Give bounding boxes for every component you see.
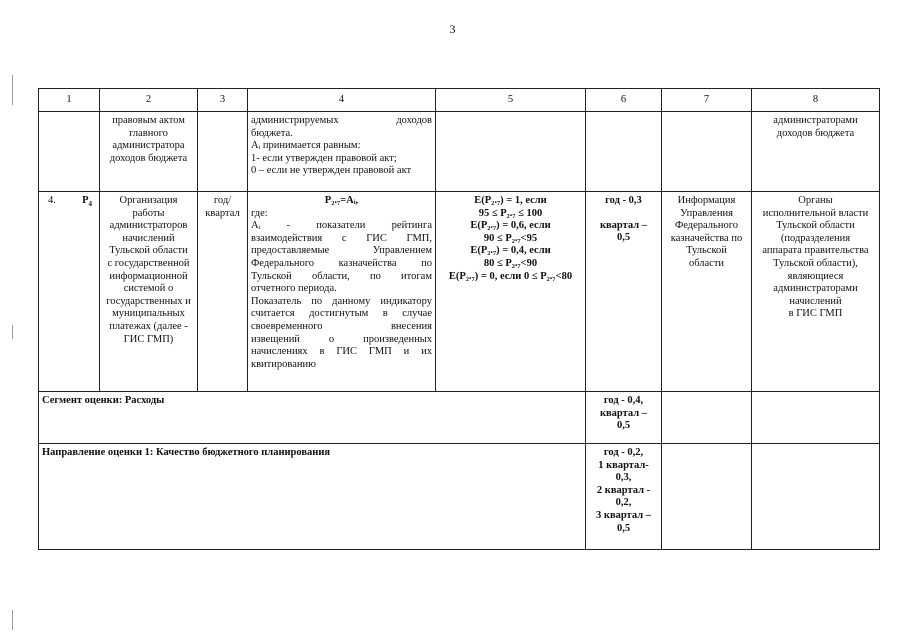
cell-empty bbox=[39, 112, 100, 192]
text-line: администраторами bbox=[773, 115, 858, 126]
text-line: 1 квартал- bbox=[598, 459, 649, 471]
direction-row bbox=[39, 444, 880, 550]
text-line: доходов бюджета bbox=[776, 127, 855, 139]
row-number: 4. bbox=[48, 195, 56, 206]
text-line: администрируемых доходов bbox=[251, 115, 432, 126]
text-line: год - 0,2, bbox=[603, 447, 644, 458]
page-number: 3 bbox=[449, 22, 456, 36]
text-line: Е(Р₂.₇) = 1, если bbox=[474, 195, 547, 206]
indicator-number-cell bbox=[39, 192, 100, 392]
header-row bbox=[39, 89, 880, 112]
text-line: Тульской области bbox=[109, 245, 188, 257]
text-line: 2 квартал - bbox=[596, 484, 651, 496]
text-line: аппарата правительства bbox=[762, 245, 869, 257]
responsible-cell bbox=[752, 192, 880, 392]
segment-label: Сегмент оценки: Расходы bbox=[39, 392, 586, 444]
text-line: своевременного внесения bbox=[251, 320, 432, 332]
text-line: извещений о произведенных bbox=[251, 333, 432, 345]
text-line: администраторами bbox=[773, 283, 858, 295]
text-line: квартал bbox=[205, 207, 240, 219]
cell-empty bbox=[752, 444, 880, 550]
indicator-code bbox=[82, 195, 92, 211]
text-line: 1- если утвержден правовой акт; bbox=[251, 152, 397, 164]
text-line: 90 ≤ Р₂.₇<95 bbox=[483, 232, 538, 244]
text-line: квартал – bbox=[599, 407, 648, 419]
responsible-cell bbox=[752, 112, 880, 192]
evaluation-table bbox=[38, 88, 880, 550]
text-line: Тульской области bbox=[776, 220, 855, 232]
text-line: начислениях в ГИС ГМП и их bbox=[251, 346, 432, 358]
header-cell: 6 bbox=[586, 89, 662, 112]
scan-margin-mark bbox=[12, 75, 13, 105]
text-line: 95 ≤ Р₂.₇ ≤ 100 bbox=[478, 207, 543, 219]
text-line: Е(Р₂.₇) = 0, если 0 ≤ Р₂.₇<80 bbox=[448, 270, 573, 282]
text-line: исполнительной власти bbox=[762, 207, 869, 219]
text-line: 3 квартал – bbox=[596, 509, 651, 521]
text-line: Е(Р₂.₇) = 0,4, если bbox=[470, 245, 551, 257]
text-line: Тульской bbox=[686, 245, 727, 257]
evaluation-formula-cell bbox=[436, 192, 586, 392]
source-cell bbox=[662, 192, 752, 392]
header-cell: 5 bbox=[436, 89, 586, 112]
cell-empty bbox=[436, 112, 586, 192]
text-line: год - 0,4, bbox=[603, 395, 644, 406]
text-line: квартал – bbox=[599, 219, 648, 231]
text-line: администратора bbox=[112, 140, 185, 152]
text-line: Показатель по данному индикатору bbox=[251, 295, 432, 307]
text-line: являющиеся bbox=[787, 270, 844, 282]
header-cell: 4 bbox=[248, 89, 436, 112]
text-line: Федерального bbox=[674, 220, 738, 232]
text-line: Информация bbox=[677, 195, 736, 206]
text-line: платежах (далее - bbox=[109, 320, 188, 332]
text-line: Е(Р₂.₇) = 0,6, если bbox=[470, 220, 551, 232]
cell-empty bbox=[662, 444, 752, 550]
text-line: бюджета. bbox=[251, 127, 293, 139]
text-line: (подразделения bbox=[780, 232, 851, 244]
cell-empty bbox=[752, 392, 880, 444]
text-line: 0,5 bbox=[616, 232, 631, 244]
text-line: считается достигнутым в случае bbox=[251, 308, 432, 320]
indicator-code-main: Р bbox=[82, 195, 89, 206]
header-cell: 8 bbox=[752, 89, 880, 112]
text-line: год - 0,3 bbox=[605, 195, 642, 206]
text-line: государственных и bbox=[106, 295, 191, 307]
text-line: предоставляемые Управлением bbox=[251, 245, 432, 257]
text-line: Тульской области, по итогам bbox=[251, 270, 432, 282]
text-line: 0,2, bbox=[615, 497, 632, 509]
text-line: отчетного периода. bbox=[251, 283, 337, 295]
scan-margin-mark bbox=[12, 610, 13, 630]
header-cell: 2 bbox=[100, 89, 198, 112]
description-cell bbox=[248, 112, 436, 192]
cell-empty bbox=[586, 112, 662, 192]
segment-row bbox=[39, 392, 880, 444]
text-line: где: bbox=[251, 207, 268, 219]
text-line: казначейства по bbox=[670, 232, 743, 244]
text-line: квитированию bbox=[251, 358, 316, 370]
text-line: Организация bbox=[119, 195, 178, 206]
text-line: 0,3, bbox=[615, 472, 632, 484]
text-line: системой о bbox=[123, 283, 174, 295]
cell-empty bbox=[662, 392, 752, 444]
text-line: информационной bbox=[109, 270, 188, 282]
text-line: главного bbox=[129, 127, 168, 139]
text-line: работы bbox=[132, 207, 165, 219]
text-line: в ГИС ГМП bbox=[788, 308, 843, 320]
header-cell: 7 bbox=[662, 89, 752, 112]
calculation-cell bbox=[248, 192, 436, 392]
weight-cell bbox=[586, 192, 662, 392]
continued-row bbox=[39, 112, 880, 192]
cell-empty bbox=[662, 112, 752, 192]
text-line: 0,5 bbox=[616, 420, 631, 432]
header-cell: 3 bbox=[198, 89, 248, 112]
text-line: год/ bbox=[213, 195, 232, 206]
indicator-name-cell bbox=[100, 192, 198, 392]
direction-label: Направление оценки 1: Качество бюджетного планирования bbox=[39, 444, 586, 550]
text-line: администраторов bbox=[109, 220, 188, 232]
legal-act-cell bbox=[100, 112, 198, 192]
text-line: Тульской области), bbox=[773, 257, 858, 269]
spacer-line bbox=[589, 208, 658, 220]
text-line: Органы bbox=[798, 195, 833, 206]
formula: Р₂.₇=Аᵢ, bbox=[324, 195, 359, 206]
text-line: Аᵢ принимается равным: bbox=[251, 140, 361, 152]
text-line: начислений bbox=[122, 232, 175, 244]
text-line: 80 ≤ Р₂.₇<90 bbox=[483, 257, 538, 269]
text-line: области bbox=[688, 257, 725, 269]
text-line: правовым актом bbox=[112, 115, 185, 126]
scan-margin-mark bbox=[12, 325, 13, 339]
indicator-code-sub: 4 bbox=[88, 200, 92, 209]
text-line: Федерального казначейства по bbox=[251, 257, 432, 269]
text-line: с государственной bbox=[107, 257, 190, 269]
text-line: Управления bbox=[680, 207, 733, 219]
text-line: 0 – если не утвержден правовой акт bbox=[251, 165, 412, 177]
direction-weight-cell bbox=[586, 444, 662, 550]
header-cell: 1 bbox=[39, 89, 100, 112]
period-cell bbox=[198, 192, 248, 392]
text-line: доходов бюджета bbox=[109, 152, 188, 164]
text-line: взаимодействия с ГИС ГМП, bbox=[251, 232, 432, 244]
text-line: 0,5 bbox=[616, 522, 631, 534]
text-line: начислений bbox=[789, 295, 842, 307]
cell-empty bbox=[198, 112, 248, 192]
segment-weight-cell bbox=[586, 392, 662, 444]
text-line: муниципальных bbox=[112, 308, 185, 320]
text-line: ГИС ГМП) bbox=[123, 333, 174, 345]
text-line: Аᵢ - показатели рейтинга bbox=[251, 220, 432, 232]
indicator-row-p4 bbox=[39, 192, 880, 392]
